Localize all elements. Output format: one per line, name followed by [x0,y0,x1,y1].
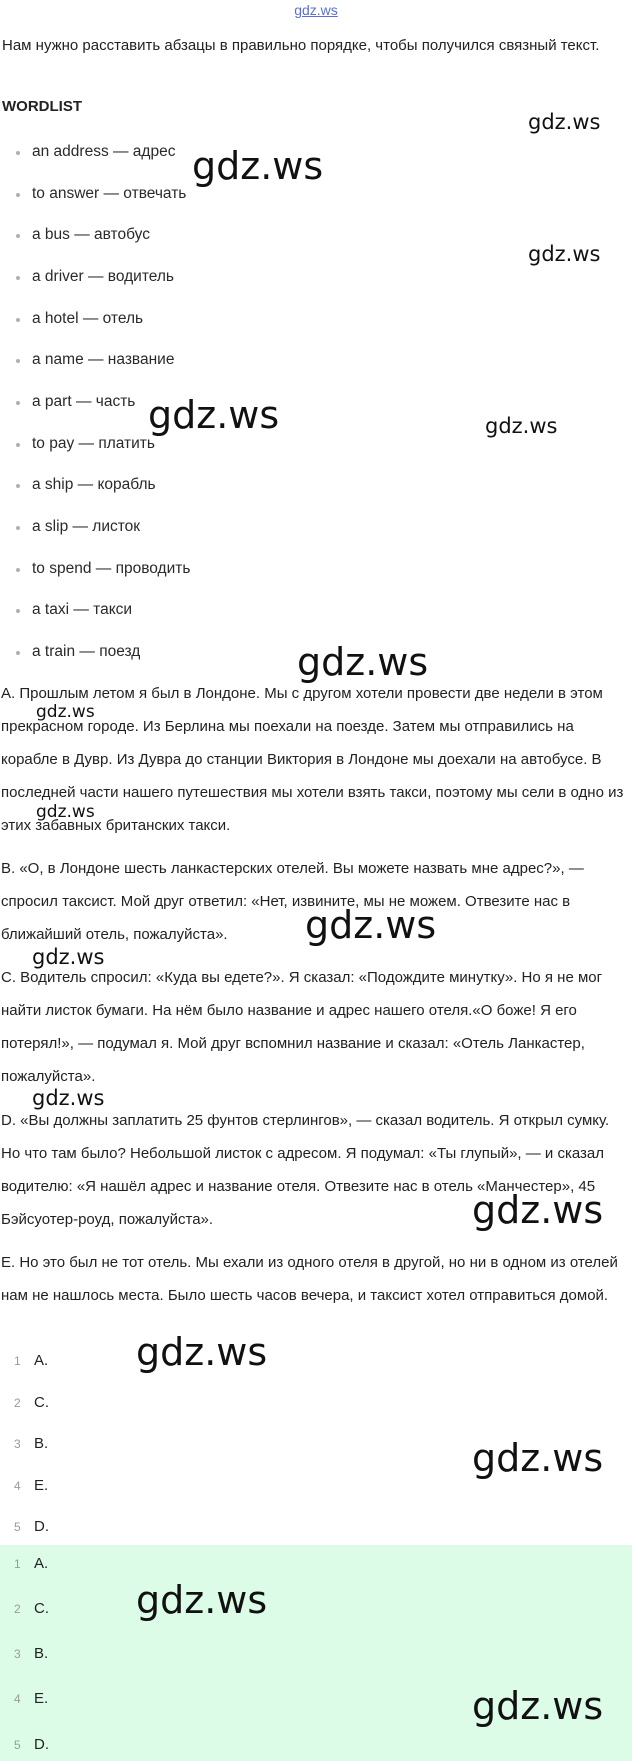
watermark: gdz.ws [472,1436,604,1480]
watermark: gdz.ws [136,1330,268,1374]
watermark: gdz.ws [528,110,601,134]
list-item: 1 A. [14,1352,49,1369]
bullet-icon [16,401,20,405]
bullet-icon [16,484,20,488]
watermark: gdz.ws [472,1684,604,1728]
paragraph-e: E. Но это был не тот отель. Мы ехали из одного отеля в другой, но ни в одном из отелей нам не нашлось места. Было шесть часов вечера, и таксист хотел отправиться домой. [1,1254,618,1304]
paragraph-a: A. Прошлым летом я был в Лондоне. Мы с другом хотели провести две недели в этом прекрасном городе. Из Берлина мы поехали на поезде. Затем мы отправились на корабле в Дувр. Из Дувра до станции Виктория в Лондоне мы доехали на автобусе. В последней части нашего путешествия мы хотели взять такси, поэтому мы сели в одно из этих забавных британских такси. [1,685,624,834]
list-item: 5 D. [14,1736,49,1753]
list-item: 4 E. [14,1690,49,1707]
bullet-icon [16,609,20,613]
bullet-icon [16,526,20,530]
bullet-icon [16,151,20,155]
list-item: 3 B. [14,1435,49,1452]
list-item: 2 C. [14,1394,49,1411]
bullet-icon [16,318,20,322]
watermark: gdz.ws [305,903,437,947]
bullet-icon [16,234,20,238]
paragraph-b: B. «О, в Лондоне шесть ланкастерских отелей. Вы можете назвать мне адрес?», — спросил таксист. Мой друг ответил: «Нет, извините, мы не можем. Отвезите нас в ближайший отель, пожалуйста». [1,860,584,943]
watermark: gdz.ws [32,1086,105,1110]
answer-block [0,1545,632,1761]
watermark: gdz.ws [36,802,95,822]
bullet-icon [16,276,20,280]
paragraph-d: D. «Вы должны заплатить 25 фунтов стерлингов», — сказал водитель. Я открыл сумку. Но что там было? Небольшой листок с адресом. Я подумал: «Ты глупый», — и сказал водителю: «Я нашёл адрес и название отеля. Отвезите нас в отель «Манчестер», 45 Бэйсуотер-роуд, пожалуйста». [1,1112,610,1228]
list-item: 3 B. [14,1645,49,1662]
list-item: 4 E. [14,1477,49,1494]
watermark: gdz.ws [528,242,601,266]
watermark: gdz.ws [297,640,429,684]
bullet-icon [16,443,20,447]
watermark: gdz.ws [485,414,558,438]
watermark: gdz.ws [136,1578,268,1622]
watermark: gdz.ws [36,702,95,722]
list-item: 2 C. [14,1600,49,1617]
site-watermark-link[interactable]: gdz.ws [294,2,338,18]
list-item: 5 D. [14,1518,49,1535]
list-item: 1 A. [14,1555,49,1572]
paragraph-c: C. Водитель спросил: «Куда вы едете?». Я сказал: «Подождите минутку». Но я не мог найти листок бумаги. На нём было название и адрес нашего отеля.«О боже! Я его потерял!», — подумал я. Мой друг вспомнил название и сказал: «Отель Ланкастер, пожалуйста». [1,969,603,1085]
watermark: gdz.ws [192,144,324,188]
bullet-icon [16,359,20,363]
intro-text: Нам нужно расставить абзацы в правильно порядке, чтобы получился связный текст. [2,37,600,54]
bullet-icon [16,651,20,655]
bullet-icon [16,193,20,197]
wordlist-heading: WORDLIST [2,98,82,115]
watermark: gdz.ws [32,945,105,969]
watermark: gdz.ws [148,393,280,437]
watermark: gdz.ws [472,1188,604,1232]
bullet-icon [16,568,20,572]
